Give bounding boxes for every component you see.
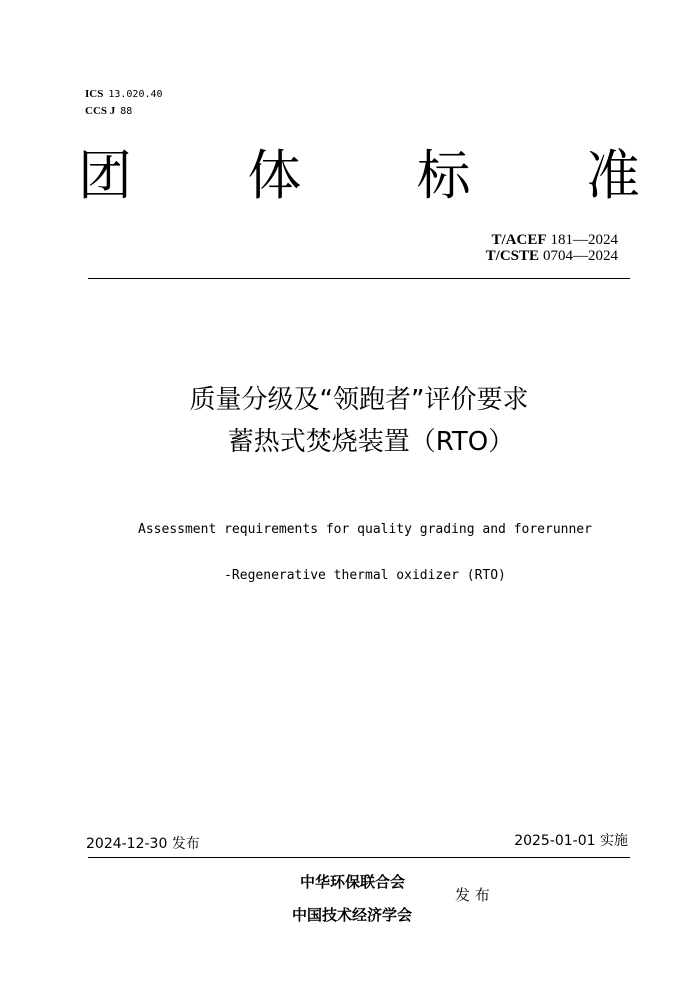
ccs-code (85, 104, 132, 119)
top-divider (88, 278, 630, 279)
ccs-label: CCS J (85, 105, 116, 117)
title-en-line1: Assessment requirements for quality grading and forerunner (138, 522, 592, 537)
ics-value: 13.020.40 (108, 89, 163, 100)
publisher-org-2: 中国技术经济学会 (292, 906, 413, 924)
standard-code: T/ACEF (491, 232, 547, 248)
heading-char: 团 (78, 144, 132, 207)
standard-number: 181—2024 (550, 232, 618, 248)
heading-char: 准 (585, 144, 640, 207)
bottom-divider (88, 857, 630, 858)
standard-code: T/CSTE (485, 248, 539, 264)
title-en-line2: -Regenerative thermal oxidizer (RTO) (224, 568, 506, 583)
publish-label: 发 布 (455, 886, 490, 904)
standard-number: 0704—2024 (543, 248, 618, 264)
issue-date: 2024-12-30 发布 (86, 836, 200, 852)
publisher-org-1: 中华环保联合会 (300, 873, 406, 891)
ics-label: ICS (85, 88, 104, 100)
title-zh-line2: 蓄热式焚烧装置（RTO） (227, 427, 515, 457)
standard-number-line (486, 232, 618, 248)
ics-code (85, 87, 163, 102)
standard-number-line (486, 248, 618, 264)
standard-numbers (486, 232, 618, 264)
title-zh-line1: 质量分级及“领跑者”评价要求 (189, 385, 529, 415)
implement-date: 2025-01-01 实施 (514, 833, 628, 849)
document-type-heading (78, 140, 640, 212)
heading-char: 标 (416, 144, 471, 207)
ccs-value: 88 (120, 106, 133, 117)
heading-char: 体 (247, 144, 302, 207)
